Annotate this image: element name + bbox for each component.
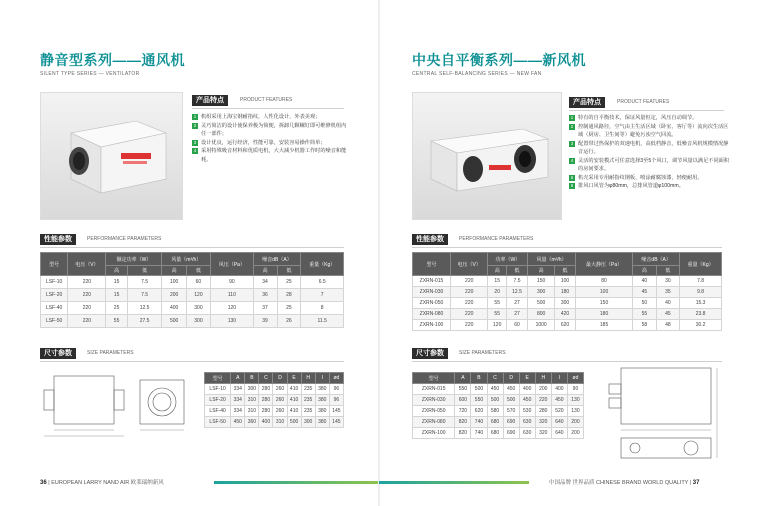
col-high: 高 bbox=[633, 266, 656, 276]
table-cell: 310 bbox=[273, 417, 287, 428]
divider bbox=[40, 361, 344, 362]
table-cell: 45 bbox=[656, 309, 679, 320]
table-cell: 220 bbox=[450, 320, 488, 331]
table-row bbox=[413, 287, 722, 298]
page-number-right: 37 bbox=[692, 480, 700, 486]
table-cell: 600 bbox=[455, 395, 471, 406]
column-header: B bbox=[245, 373, 259, 384]
table-cell: ZXRN-080 bbox=[413, 417, 455, 428]
footer-left: 36 | EUROPEAN LARRY NAND AIR 欧莱瑞纳新风 bbox=[40, 480, 164, 486]
column-header: C bbox=[487, 373, 503, 384]
table-cell: 220 bbox=[68, 289, 106, 302]
table-cell: 380 bbox=[315, 417, 329, 428]
table-cell: 28 bbox=[277, 289, 301, 302]
table-row bbox=[413, 417, 584, 428]
column-header: 型号 bbox=[413, 373, 455, 384]
features-badge-right: 产品特点 bbox=[569, 97, 605, 108]
table-cell: 200 bbox=[567, 428, 583, 439]
table-cell: 25 bbox=[106, 302, 127, 315]
table-cell: 30 bbox=[656, 276, 679, 287]
table-row bbox=[413, 428, 584, 439]
col-power: 额定功率（W） bbox=[106, 253, 162, 266]
page-number-left: 36 bbox=[40, 480, 47, 486]
size-badge-en-right: SIZE PARAMETERS bbox=[459, 350, 506, 356]
ventilator-photo bbox=[40, 92, 183, 220]
table-cell: 15 bbox=[106, 289, 127, 302]
newfan-illustration bbox=[413, 93, 563, 221]
table-cell: 48 bbox=[656, 320, 679, 331]
feature-item: 4 采用特殊吸音材料和优质电机，大大减少机器工作时的噪音和能耗。 bbox=[193, 148, 347, 163]
table-cell: ZXRN-015 bbox=[413, 276, 451, 287]
features-badge-left: 产品特点 bbox=[192, 95, 228, 106]
divider bbox=[569, 110, 724, 111]
table-cell: LSF-10 bbox=[41, 276, 68, 289]
table-cell: 530 bbox=[519, 406, 535, 417]
table-cell: 500 bbox=[503, 395, 519, 406]
feature-item: 3 设计优良，运行经济，性能可靠，安装容易操作简单； bbox=[193, 139, 326, 146]
table-cell: ZXRN-080 bbox=[413, 309, 451, 320]
table-cell: 220 bbox=[535, 395, 551, 406]
footer-bar-right bbox=[379, 481, 529, 484]
table-row bbox=[413, 309, 722, 320]
table-cell: 500 bbox=[471, 384, 487, 395]
table-cell: 260 bbox=[273, 395, 287, 406]
table-row bbox=[41, 289, 344, 302]
table-cell: 145 bbox=[329, 417, 343, 428]
column-header: I bbox=[315, 373, 329, 384]
features-list-right bbox=[569, 114, 731, 191]
table-cell: 55 bbox=[488, 298, 506, 309]
table-cell: ZXRN-100 bbox=[413, 320, 451, 331]
right-title: 中央自平衡系列——新风机 bbox=[412, 52, 586, 68]
table-cell: 30.2 bbox=[680, 320, 722, 331]
table-cell: 410 bbox=[287, 384, 301, 395]
column-header: B bbox=[471, 373, 487, 384]
col-low: 低 bbox=[656, 266, 679, 276]
table-row bbox=[413, 384, 584, 395]
col-noise: 噪音dB（A） bbox=[633, 253, 680, 266]
table-cell: 570 bbox=[503, 406, 519, 417]
column-header: C bbox=[259, 373, 273, 384]
table-cell: 12.5 bbox=[506, 287, 527, 298]
table-cell: 220 bbox=[450, 309, 488, 320]
table-cell: 220 bbox=[450, 298, 488, 309]
table-cell: 580 bbox=[487, 406, 503, 417]
table-cell: 34 bbox=[253, 276, 277, 289]
table-cell: 300 bbox=[186, 315, 210, 328]
column-header: 型号 bbox=[205, 373, 231, 384]
table-cell: 220 bbox=[450, 276, 488, 287]
table-cell: 450 bbox=[487, 384, 503, 395]
table-cell: 27 bbox=[506, 309, 527, 320]
table-cell: 410 bbox=[287, 395, 301, 406]
col-model: 型号 bbox=[413, 253, 451, 276]
table-cell: 8 bbox=[301, 302, 344, 315]
table-cell: 130 bbox=[567, 395, 583, 406]
table-cell: 9.8 bbox=[680, 287, 722, 298]
table-cell: 15 bbox=[488, 276, 506, 287]
table-cell: 220 bbox=[68, 276, 106, 289]
table-row bbox=[41, 276, 344, 289]
col-weight: 重量（Kg） bbox=[301, 253, 344, 276]
table-cell: 40 bbox=[633, 276, 656, 287]
table-cell: 130 bbox=[567, 406, 583, 417]
col-high: 高 bbox=[253, 266, 277, 276]
table-cell: LSF-50 bbox=[205, 417, 231, 428]
table-row bbox=[413, 320, 722, 331]
table-cell: ZXRN-030 bbox=[413, 395, 455, 406]
table-cell: 720 bbox=[455, 406, 471, 417]
footer-right: 中国品牌 世界品质 CHINESE BRAND WORLD QUALITY | 37 bbox=[549, 480, 700, 486]
table-cell: 7.5 bbox=[506, 276, 527, 287]
table-cell: 35 bbox=[656, 287, 679, 298]
table-cell: LSF-20 bbox=[41, 289, 68, 302]
col-high: 高 bbox=[162, 266, 186, 276]
table-cell: 37 bbox=[253, 302, 277, 315]
table-cell: 280 bbox=[259, 384, 273, 395]
features-badge-en-right: PRODUCT FEATURES bbox=[617, 99, 670, 105]
size-badge-en-left: SIZE PARAMETERS bbox=[87, 350, 134, 356]
table-cell: LSF-50 bbox=[41, 315, 68, 328]
column-header: E bbox=[287, 373, 301, 384]
table-cell: ZXRN-050 bbox=[413, 406, 455, 417]
newfan-photo bbox=[412, 92, 562, 220]
table-cell: 550 bbox=[471, 395, 487, 406]
table-cell: 300 bbox=[301, 417, 315, 428]
table-cell: 100 bbox=[555, 276, 576, 287]
table-cell: 620 bbox=[555, 320, 576, 331]
table-cell: 96 bbox=[329, 384, 343, 395]
table-cell: 15.3 bbox=[680, 298, 722, 309]
table-cell: 740 bbox=[471, 417, 487, 428]
table-row bbox=[41, 315, 344, 328]
table-cell: 27 bbox=[506, 298, 527, 309]
table-cell: 260 bbox=[273, 406, 287, 417]
table-cell: 23.8 bbox=[680, 309, 722, 320]
table-cell: 380 bbox=[315, 395, 329, 406]
table-cell: 320 bbox=[535, 428, 551, 439]
table-cell: 12.5 bbox=[127, 302, 162, 315]
col-voltage: 电压（V） bbox=[68, 253, 106, 276]
col-model: 型号 bbox=[41, 253, 68, 276]
table-cell: 145 bbox=[329, 406, 343, 417]
dimension-drawing-right bbox=[591, 360, 731, 470]
table-row bbox=[413, 276, 722, 287]
table-cell: 26 bbox=[277, 315, 301, 328]
feature-item: 4 灵活的安装模式可任意选择3至5个风口，调节风量以满足不同面积的房间要求。 bbox=[570, 157, 730, 172]
table-cell: 420 bbox=[555, 309, 576, 320]
table-cell: 410 bbox=[287, 406, 301, 417]
col-noise: 噪音dB（A） bbox=[253, 253, 301, 266]
footer-bar-left bbox=[214, 481, 379, 484]
table-cell: 27.5 bbox=[127, 315, 162, 328]
table-cell: 380 bbox=[315, 384, 329, 395]
table-cell: 360 bbox=[245, 417, 259, 428]
table-cell: 15 bbox=[106, 276, 127, 289]
right-page bbox=[379, 0, 758, 506]
table-cell: 280 bbox=[535, 406, 551, 417]
table-row bbox=[413, 298, 722, 309]
table-cell: 180 bbox=[555, 287, 576, 298]
dimension-drawing-left bbox=[40, 366, 200, 441]
table-cell: 280 bbox=[259, 406, 273, 417]
table-cell: 80 bbox=[575, 276, 632, 287]
column-header: ød bbox=[329, 373, 343, 384]
left-subtitle: SILENT TYPE SERIES — VENTILATOR bbox=[40, 71, 140, 77]
table-cell: 150 bbox=[575, 298, 632, 309]
column-header: A bbox=[455, 373, 471, 384]
table-cell: 310 bbox=[245, 406, 259, 417]
table-cell: ZXRN-015 bbox=[413, 384, 455, 395]
col-low: 低 bbox=[277, 266, 301, 276]
table-cell: 120 bbox=[186, 289, 210, 302]
table-cell: ZXRN-030 bbox=[413, 287, 451, 298]
table-row bbox=[205, 417, 344, 428]
column-header: H bbox=[301, 373, 315, 384]
ventilator-illustration bbox=[41, 93, 184, 221]
perf-badge-en-right: PERFORMANCE PARAMETERS bbox=[459, 236, 534, 242]
left-title: 静音型系列——通风机 bbox=[40, 52, 185, 68]
table-cell: 520 bbox=[551, 406, 567, 417]
table-cell: 55 bbox=[633, 309, 656, 320]
table-cell: 220 bbox=[68, 302, 106, 315]
table-cell: 40 bbox=[656, 298, 679, 309]
table-cell: 260 bbox=[273, 384, 287, 395]
perf-table-right bbox=[412, 252, 722, 331]
table-cell: 334 bbox=[231, 395, 245, 406]
table-cell: 300 bbox=[245, 384, 259, 395]
table-cell: 200 bbox=[162, 289, 186, 302]
table-cell: 620 bbox=[471, 406, 487, 417]
table-cell: 11.5 bbox=[301, 315, 344, 328]
table-cell: 120 bbox=[488, 320, 506, 331]
table-cell: 630 bbox=[519, 428, 535, 439]
col-low: 低 bbox=[506, 266, 527, 276]
size-badge-left: 尺寸参数 bbox=[40, 348, 76, 359]
col-weight: 重量（Kg） bbox=[680, 253, 722, 276]
table-row bbox=[41, 302, 344, 315]
column-header: D bbox=[503, 373, 519, 384]
table-cell: 400 bbox=[162, 302, 186, 315]
table-cell: 690 bbox=[503, 428, 519, 439]
table-cell: 450 bbox=[519, 395, 535, 406]
table-cell: 310 bbox=[245, 395, 259, 406]
table-cell: 400 bbox=[551, 384, 567, 395]
size-badge-right: 尺寸参数 bbox=[412, 348, 448, 359]
column-header: H bbox=[535, 373, 551, 384]
col-pressure: 最大静压（Pa） bbox=[575, 253, 632, 276]
column-header: I bbox=[551, 373, 567, 384]
features-list-left bbox=[192, 113, 350, 164]
table-cell: 100 bbox=[575, 287, 632, 298]
table-cell: ZXRN-100 bbox=[413, 428, 455, 439]
feature-item: 2 灵巧简洁的设计使保养极为简便，拆卸几颗螺钉即可维修机组内任一部件； bbox=[193, 122, 347, 137]
table-cell: 630 bbox=[519, 417, 535, 428]
table-cell: 130 bbox=[211, 315, 254, 328]
table-cell: LSF-20 bbox=[205, 395, 231, 406]
table-cell: 500 bbox=[162, 315, 186, 328]
col-airflow: 风量（m³/h） bbox=[162, 253, 211, 266]
table-cell: 500 bbox=[487, 395, 503, 406]
table-cell: 380 bbox=[315, 406, 329, 417]
table-cell: 300 bbox=[528, 287, 555, 298]
table-cell: 740 bbox=[471, 428, 487, 439]
table-cell: 550 bbox=[455, 384, 471, 395]
feature-item: 5 机壳采用专用耐指纹钢板，喷涂耐腐蚀漆，轻便耐用。 bbox=[570, 174, 703, 181]
feature-item: 6 排风口风管为φ80mm，总排风管道φ100mm。 bbox=[570, 183, 684, 189]
table-cell: 20 bbox=[488, 287, 506, 298]
feature-item: 1 机组采用上海宝钢耐指纹，人性化设计，外表美观； bbox=[193, 114, 321, 120]
table-row bbox=[205, 395, 344, 406]
col-airflow: 风量（m³/h） bbox=[528, 253, 576, 266]
footer-text-left: EUROPEAN LARRY NAND AIR 欧莱瑞纳新风 bbox=[51, 480, 164, 486]
table-cell: 25 bbox=[277, 302, 301, 315]
col-high: 高 bbox=[528, 266, 555, 276]
table-cell: 820 bbox=[455, 428, 471, 439]
col-low: 低 bbox=[127, 266, 162, 276]
table-cell: 185 bbox=[575, 320, 632, 331]
table-row bbox=[205, 406, 344, 417]
size-table-left bbox=[204, 372, 344, 428]
feature-item: 2 控制通风路径，空气由主生活区域（卧室、客厅等）流向次生活区域（厨房、卫生间等）避免污浊空气回流。 bbox=[570, 123, 729, 138]
right-subtitle: CENTRAL SELF-BALANCING SERIES — NEW FAN bbox=[412, 71, 542, 77]
table-cell: 50 bbox=[633, 298, 656, 309]
column-header: ød bbox=[567, 373, 583, 384]
table-cell: 45 bbox=[633, 287, 656, 298]
col-voltage: 电压（V） bbox=[450, 253, 488, 276]
table-cell: 334 bbox=[231, 406, 245, 417]
table-cell: 680 bbox=[487, 417, 503, 428]
feature-item: 1 特有的自平衡技术，保证风量恒定，风压自动调节。 bbox=[570, 115, 698, 121]
table-cell: 640 bbox=[551, 428, 567, 439]
table-cell: ZXRN-050 bbox=[413, 298, 451, 309]
col-power: 功率（W） bbox=[488, 253, 528, 266]
table-cell: 6.5 bbox=[301, 276, 344, 289]
table-cell: 500 bbox=[528, 298, 555, 309]
table-cell: 300 bbox=[186, 302, 210, 315]
table-cell: 96 bbox=[329, 395, 343, 406]
table-cell: 7.5 bbox=[127, 289, 162, 302]
features-badge-en-left: PRODUCT FEATURES bbox=[240, 97, 293, 103]
table-cell: 280 bbox=[259, 395, 273, 406]
table-cell: 7.5 bbox=[127, 276, 162, 289]
perf-badge-en-left: PERFORMANCE PARAMETERS bbox=[87, 236, 162, 242]
col-high: 高 bbox=[106, 266, 127, 276]
table-cell: LSF-10 bbox=[205, 384, 231, 395]
col-pressure: 风压（Pa） bbox=[211, 253, 254, 276]
table-cell: 200 bbox=[567, 417, 583, 428]
column-header: D bbox=[273, 373, 287, 384]
table-cell: 36 bbox=[253, 289, 277, 302]
table-cell: 235 bbox=[301, 406, 315, 417]
table-cell: 235 bbox=[301, 395, 315, 406]
table-cell: 500 bbox=[287, 417, 301, 428]
table-cell: 450 bbox=[231, 417, 245, 428]
perf-badge-right: 性能参数 bbox=[412, 234, 448, 245]
table-cell: 150 bbox=[528, 276, 555, 287]
table-cell: 180 bbox=[575, 309, 632, 320]
table-cell: LSF-40 bbox=[41, 302, 68, 315]
table-cell: 1000 bbox=[528, 320, 555, 331]
table-cell: 100 bbox=[162, 276, 186, 289]
divider bbox=[40, 247, 344, 248]
table-cell: 110 bbox=[211, 289, 254, 302]
column-header: E bbox=[519, 373, 535, 384]
table-cell: 450 bbox=[551, 395, 567, 406]
table-cell: 800 bbox=[528, 309, 555, 320]
col-high: 高 bbox=[488, 266, 506, 276]
table-cell: 640 bbox=[551, 417, 567, 428]
table-cell: 680 bbox=[487, 428, 503, 439]
table-cell: 400 bbox=[519, 384, 535, 395]
table-cell: 200 bbox=[535, 384, 551, 395]
feature-item: 3 配置带过热保护的双速电机，高低档静音，低噪音风机规模情况静音运行。 bbox=[570, 140, 729, 155]
table-cell: 220 bbox=[450, 287, 488, 298]
table-cell: 300 bbox=[555, 298, 576, 309]
perf-table-left bbox=[40, 252, 344, 328]
table-cell: 334 bbox=[231, 384, 245, 395]
table-cell: 90 bbox=[567, 384, 583, 395]
size-table-right bbox=[412, 372, 584, 439]
table-cell: 120 bbox=[211, 302, 254, 315]
divider bbox=[192, 108, 344, 109]
table-cell: 400 bbox=[259, 417, 273, 428]
column-header: A bbox=[231, 373, 245, 384]
table-cell: 58 bbox=[633, 320, 656, 331]
col-low: 低 bbox=[186, 266, 210, 276]
table-cell: 25 bbox=[277, 276, 301, 289]
col-low: 低 bbox=[555, 266, 576, 276]
table-cell: 320 bbox=[535, 417, 551, 428]
table-row bbox=[413, 406, 584, 417]
table-cell: 690 bbox=[503, 417, 519, 428]
table-cell: 450 bbox=[503, 384, 519, 395]
table-cell: LSF-40 bbox=[205, 406, 231, 417]
table-cell: 60 bbox=[186, 276, 210, 289]
table-cell: 90 bbox=[211, 276, 254, 289]
table-row bbox=[413, 395, 584, 406]
table-cell: 60 bbox=[506, 320, 527, 331]
table-cell: 235 bbox=[301, 384, 315, 395]
table-cell: 220 bbox=[68, 315, 106, 328]
divider bbox=[412, 247, 722, 248]
table-row bbox=[205, 384, 344, 395]
perf-badge-left: 性能参数 bbox=[40, 234, 76, 245]
table-cell: 7.8 bbox=[680, 276, 722, 287]
table-cell: 820 bbox=[455, 417, 471, 428]
footer-text-right: 中国品牌 世界品质 CHINESE BRAND WORLD QUALITY bbox=[549, 480, 689, 486]
table-cell: 55 bbox=[106, 315, 127, 328]
table-cell: 39 bbox=[253, 315, 277, 328]
table-cell: 7 bbox=[301, 289, 344, 302]
table-cell: 55 bbox=[488, 309, 506, 320]
